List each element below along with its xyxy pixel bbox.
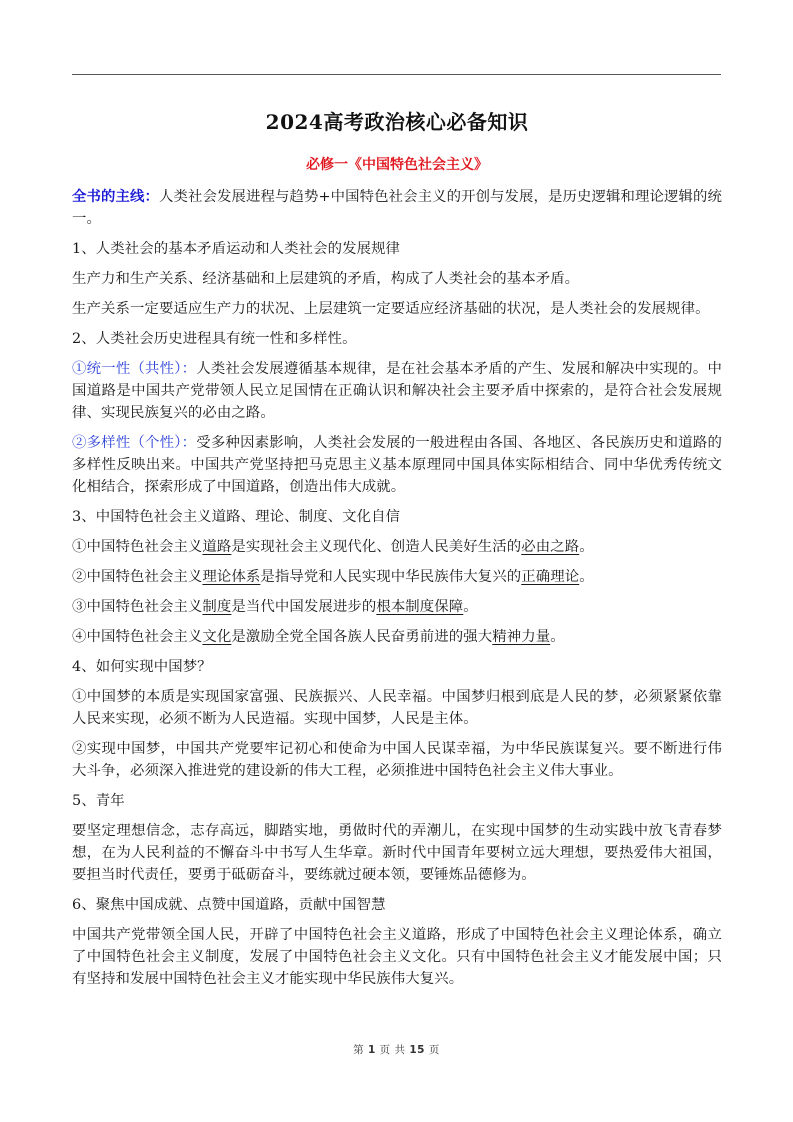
underlined-term: 根本制度保障 xyxy=(376,599,464,615)
confidence-item-system xyxy=(72,596,722,618)
item-text: 是指导党和人民实现中华民族伟大复兴的 xyxy=(260,569,522,585)
unity-label: ①统一性（共性）： xyxy=(72,361,197,377)
underlined-term: 理论体系 xyxy=(202,569,261,585)
document-page xyxy=(72,108,722,990)
item-prefix: ①中国特色社会主义 xyxy=(72,539,203,555)
item-text: 是当代中国发展进步的 xyxy=(231,599,377,615)
confidence-item-road xyxy=(72,536,722,558)
item-end: 。 xyxy=(550,629,565,645)
item-end: 。 xyxy=(463,599,478,615)
section-3-heading: 3、中国特色社会主义道路、理论、制度、文化自信 xyxy=(72,509,401,525)
section-6-heading: 6、聚焦中国成就、点赞中国道路，贡献中国智慧 xyxy=(72,897,386,913)
mainline-text: 人类社会发展进程与趋势+中国特色社会主义的开创与发展，是历史逻辑和理论逻辑的统一。 xyxy=(72,189,722,227)
section-1-heading: 1、人类社会的基本矛盾运动和人类社会的发展规律 xyxy=(72,241,401,257)
item-prefix: ③中国特色社会主义 xyxy=(72,599,203,615)
diversity-label: ②多样性（个性）： xyxy=(72,435,197,451)
underlined-term: 制度 xyxy=(202,599,232,615)
section-5-paragraph-1: 要坚定理想信念，志存高远，脚踏实地，勇做时代的弄潮儿，在实现中国梦的生动实践中放飞青春梦想，在为人民利益的不懈奋斗中书写人生华章。新时代中国青年要树立远大理想，要热爱伟大祖国，要担当时代责任，要勇于砥砺奋斗，要练就过硬本领，要锤炼品德修为。 xyxy=(72,823,722,883)
footer-suffix: 页 xyxy=(428,1044,440,1056)
underlined-term: 正确理论 xyxy=(521,569,580,585)
item-text: 是激励全党全国各族人民奋勇前进的强大 xyxy=(231,629,493,645)
footer-mid: 页 共 xyxy=(379,1044,406,1056)
section-4-paragraph-1: ①中国梦的本质是实现国家富强、民族振兴、人民幸福。中国梦归根到底是人民的梦，必须紧紧依靠人民来实现，必须不断为人民造福。实现中国梦，人民是主体。 xyxy=(72,689,722,727)
unity-text: 人类社会发展遵循基本规律，是在社会基本矛盾的产生、发展和解决中实现的。中国道路是中国共产党带领人民立足国情在正确认识和解决社会主要矛盾中探索的，是符合社会发展规律、实现民族复兴的必由之路。 xyxy=(72,361,722,421)
section-5-heading: 5、青年 xyxy=(72,793,125,809)
underlined-term: 必由之路 xyxy=(521,539,580,555)
confidence-item-culture xyxy=(72,626,722,648)
item-prefix: ④中国特色社会主义 xyxy=(72,629,203,645)
mainline-paragraph xyxy=(72,186,722,230)
underlined-term: 精神力量 xyxy=(492,629,551,645)
confidence-item-theory xyxy=(72,566,722,588)
section-6-paragraph-1: 中国共产党带领全国人民，开辟了中国特色社会主义道路，形成了中国特色社会主义理论体系，确立了中国特色社会主义制度，发展了中国特色社会主义文化。只有中国特色社会主义才能发展中国；只有坚持和发展中国特色社会主义才能实现中华民族伟大复兴。 xyxy=(72,927,722,987)
section-1-paragraph-2: 生产关系一定要适应生产力的状况、上层建筑一定要适应经济基础的状况，是人类社会的发展规律。 xyxy=(72,301,710,317)
item-prefix: ②中国特色社会主义 xyxy=(72,569,203,585)
total-pages-number: 15 xyxy=(409,1044,425,1056)
underlined-term: 文化 xyxy=(202,629,232,645)
item-end: 。 xyxy=(579,569,594,585)
section-1-paragraph-1: 生产力和生产关系、经济基础和上层建筑的矛盾，构成了人类社会的基本矛盾。 xyxy=(72,271,580,287)
item-end: 。 xyxy=(579,539,594,555)
section-2-diversity-paragraph xyxy=(72,432,722,498)
document-subtitle: 必修一《中国特色社会主义》 xyxy=(306,157,488,173)
section-4-heading: 4、如何实现中国梦？ xyxy=(72,659,212,675)
section-4-paragraph-2: ②实现中国梦，中国共产党要牢记初心和使命为中国人民谋幸福，为中华民族谋复兴。要不断进行伟大斗争，必须深入推进党的建设新的伟大工程，必须推进中国特色社会主义伟大事业。 xyxy=(72,741,722,779)
current-page-number: 1 xyxy=(368,1044,376,1056)
footer-prefix: 第 xyxy=(353,1044,365,1056)
section-2-unity-paragraph xyxy=(72,358,722,424)
header-rule xyxy=(72,74,721,75)
item-text: 是实现社会主义现代化、创造人民美好生活的 xyxy=(231,539,522,555)
mainline-label: 全书的主线： xyxy=(72,189,159,205)
diversity-text: 受多种因素影响，人类社会发展的一般进程由各国、各地区、各民族历史和道路的多样性反映出来。中国共产党坚持把马克思主义基本原理同中国具体实际相结合、同中华优秀传统文化相结合，探索形成了中国道路，创造出伟大成就。 xyxy=(72,435,722,495)
page-footer xyxy=(0,1042,793,1057)
document-title: 2024高考政治核心必备知识 xyxy=(265,110,529,134)
section-2-heading: 2、人类社会历史进程具有统一性和多样性。 xyxy=(72,331,357,347)
underlined-term: 道路 xyxy=(202,539,232,555)
